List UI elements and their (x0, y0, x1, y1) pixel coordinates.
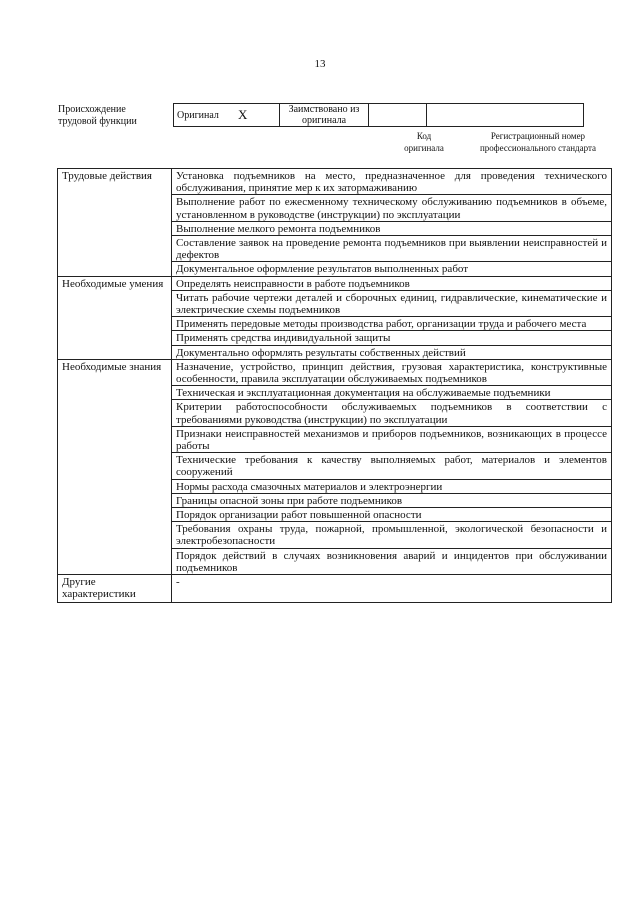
origin-label-line2: трудовой функции (58, 116, 137, 127)
borrowed-line2: оригинала (301, 115, 347, 126)
table-cell: Выполнение мелкого ремонта подъемников (172, 221, 612, 235)
origin-label-line1: Происхождение (58, 104, 126, 115)
origin-table (173, 103, 584, 127)
table-cell: Назначение, устройство, принцип действия, грузовая характеристика, конструктивные особенности, правила эксплуатации обслуживаемых подъемников (172, 359, 612, 385)
caption-code-line2: оригинала (404, 143, 444, 153)
borrowed-cell (280, 104, 369, 127)
table-cell: Применять передовые методы производства работ, организации труда и рабочего места (172, 317, 612, 331)
original-mark: X (235, 104, 280, 127)
table-cell: Техническая и эксплуатационная документация на обслуживаемые подъемники (172, 386, 612, 400)
category-cell: Необходимые умения (58, 276, 172, 359)
table-cell: Применять средства индивидуальной защиты (172, 331, 612, 345)
other-characteristics-value: - (172, 575, 612, 603)
origin-label (58, 104, 168, 128)
caption-registration (458, 130, 618, 154)
table-cell: Выполнение работ по ежесменному техническому обслуживанию подъемников в объеме, установленном в руководстве (инструкции) по эксплуатации (172, 195, 612, 221)
table-cell: Требования охраны труда, пожарной, промышленной, экологической безопасности и электробезопасности (172, 522, 612, 548)
caption-registration-line1: Регистрационный номер (490, 131, 586, 141)
table-cell: Порядок действий в случаях возникновения аварий и инцидентов при обслуживании подъемников (172, 548, 612, 574)
category-cell: Другие характеристики (58, 575, 172, 603)
other-characteristics-row (58, 575, 612, 603)
table-cell: Установка подъемников на место, предназначенное для проведения технического обслуживания, принятие мер к их затормаживанию (172, 169, 612, 195)
table-cell: Порядок организации работ повышенной опасности (172, 508, 612, 522)
caption-code (392, 130, 456, 154)
table-cell: Документальное оформление результатов выполненных работ (172, 262, 612, 276)
table-cell: Технические требования к качеству выполняемых работ, материалов и элементов сооружений (172, 453, 612, 479)
table-cell: Нормы расхода смазочных материалов и электроэнергии (172, 479, 612, 493)
registration-number-cell (427, 104, 584, 127)
table-cell: Критерии работоспособности обслуживаемых подъемников в соответствии с требованиями руководства (инструкции) по эксплуатации (172, 400, 612, 426)
borrowed-line1: Заимствовано из (288, 104, 360, 115)
table-row (58, 169, 612, 195)
category-cell: Трудовые действия (58, 169, 172, 277)
caption-registration-line2: профессионального стандарта (479, 143, 597, 153)
table-row (58, 276, 612, 290)
page-number: 13 (314, 58, 326, 70)
labor-function-table-body (58, 169, 612, 575)
table-cell: Признаки неисправностей механизмов и приборов подъемников, возникающих в процессе работы (172, 426, 612, 452)
table-cell: Определять неисправности в работе подъемников (172, 276, 612, 290)
category-cell: Необходимые знания (58, 359, 172, 574)
original-code-cell (369, 104, 427, 127)
labor-function-table (57, 168, 612, 603)
caption-code-line1: Код (416, 131, 432, 141)
table-cell: Составление заявок на проведение ремонта подъемников при выявлении неисправностей и дефектов (172, 236, 612, 262)
table-cell: Границы опасной зоны при работе подъемников (172, 493, 612, 507)
table-cell: Документально оформлять результаты собственных действий (172, 345, 612, 359)
table-cell: Читать рабочие чертежи деталей и сборочных единиц, гидравлические, кинематические и электрические схемы подъемников (172, 290, 612, 316)
table-row (58, 359, 612, 385)
original-cell: Оригинал (174, 104, 236, 127)
